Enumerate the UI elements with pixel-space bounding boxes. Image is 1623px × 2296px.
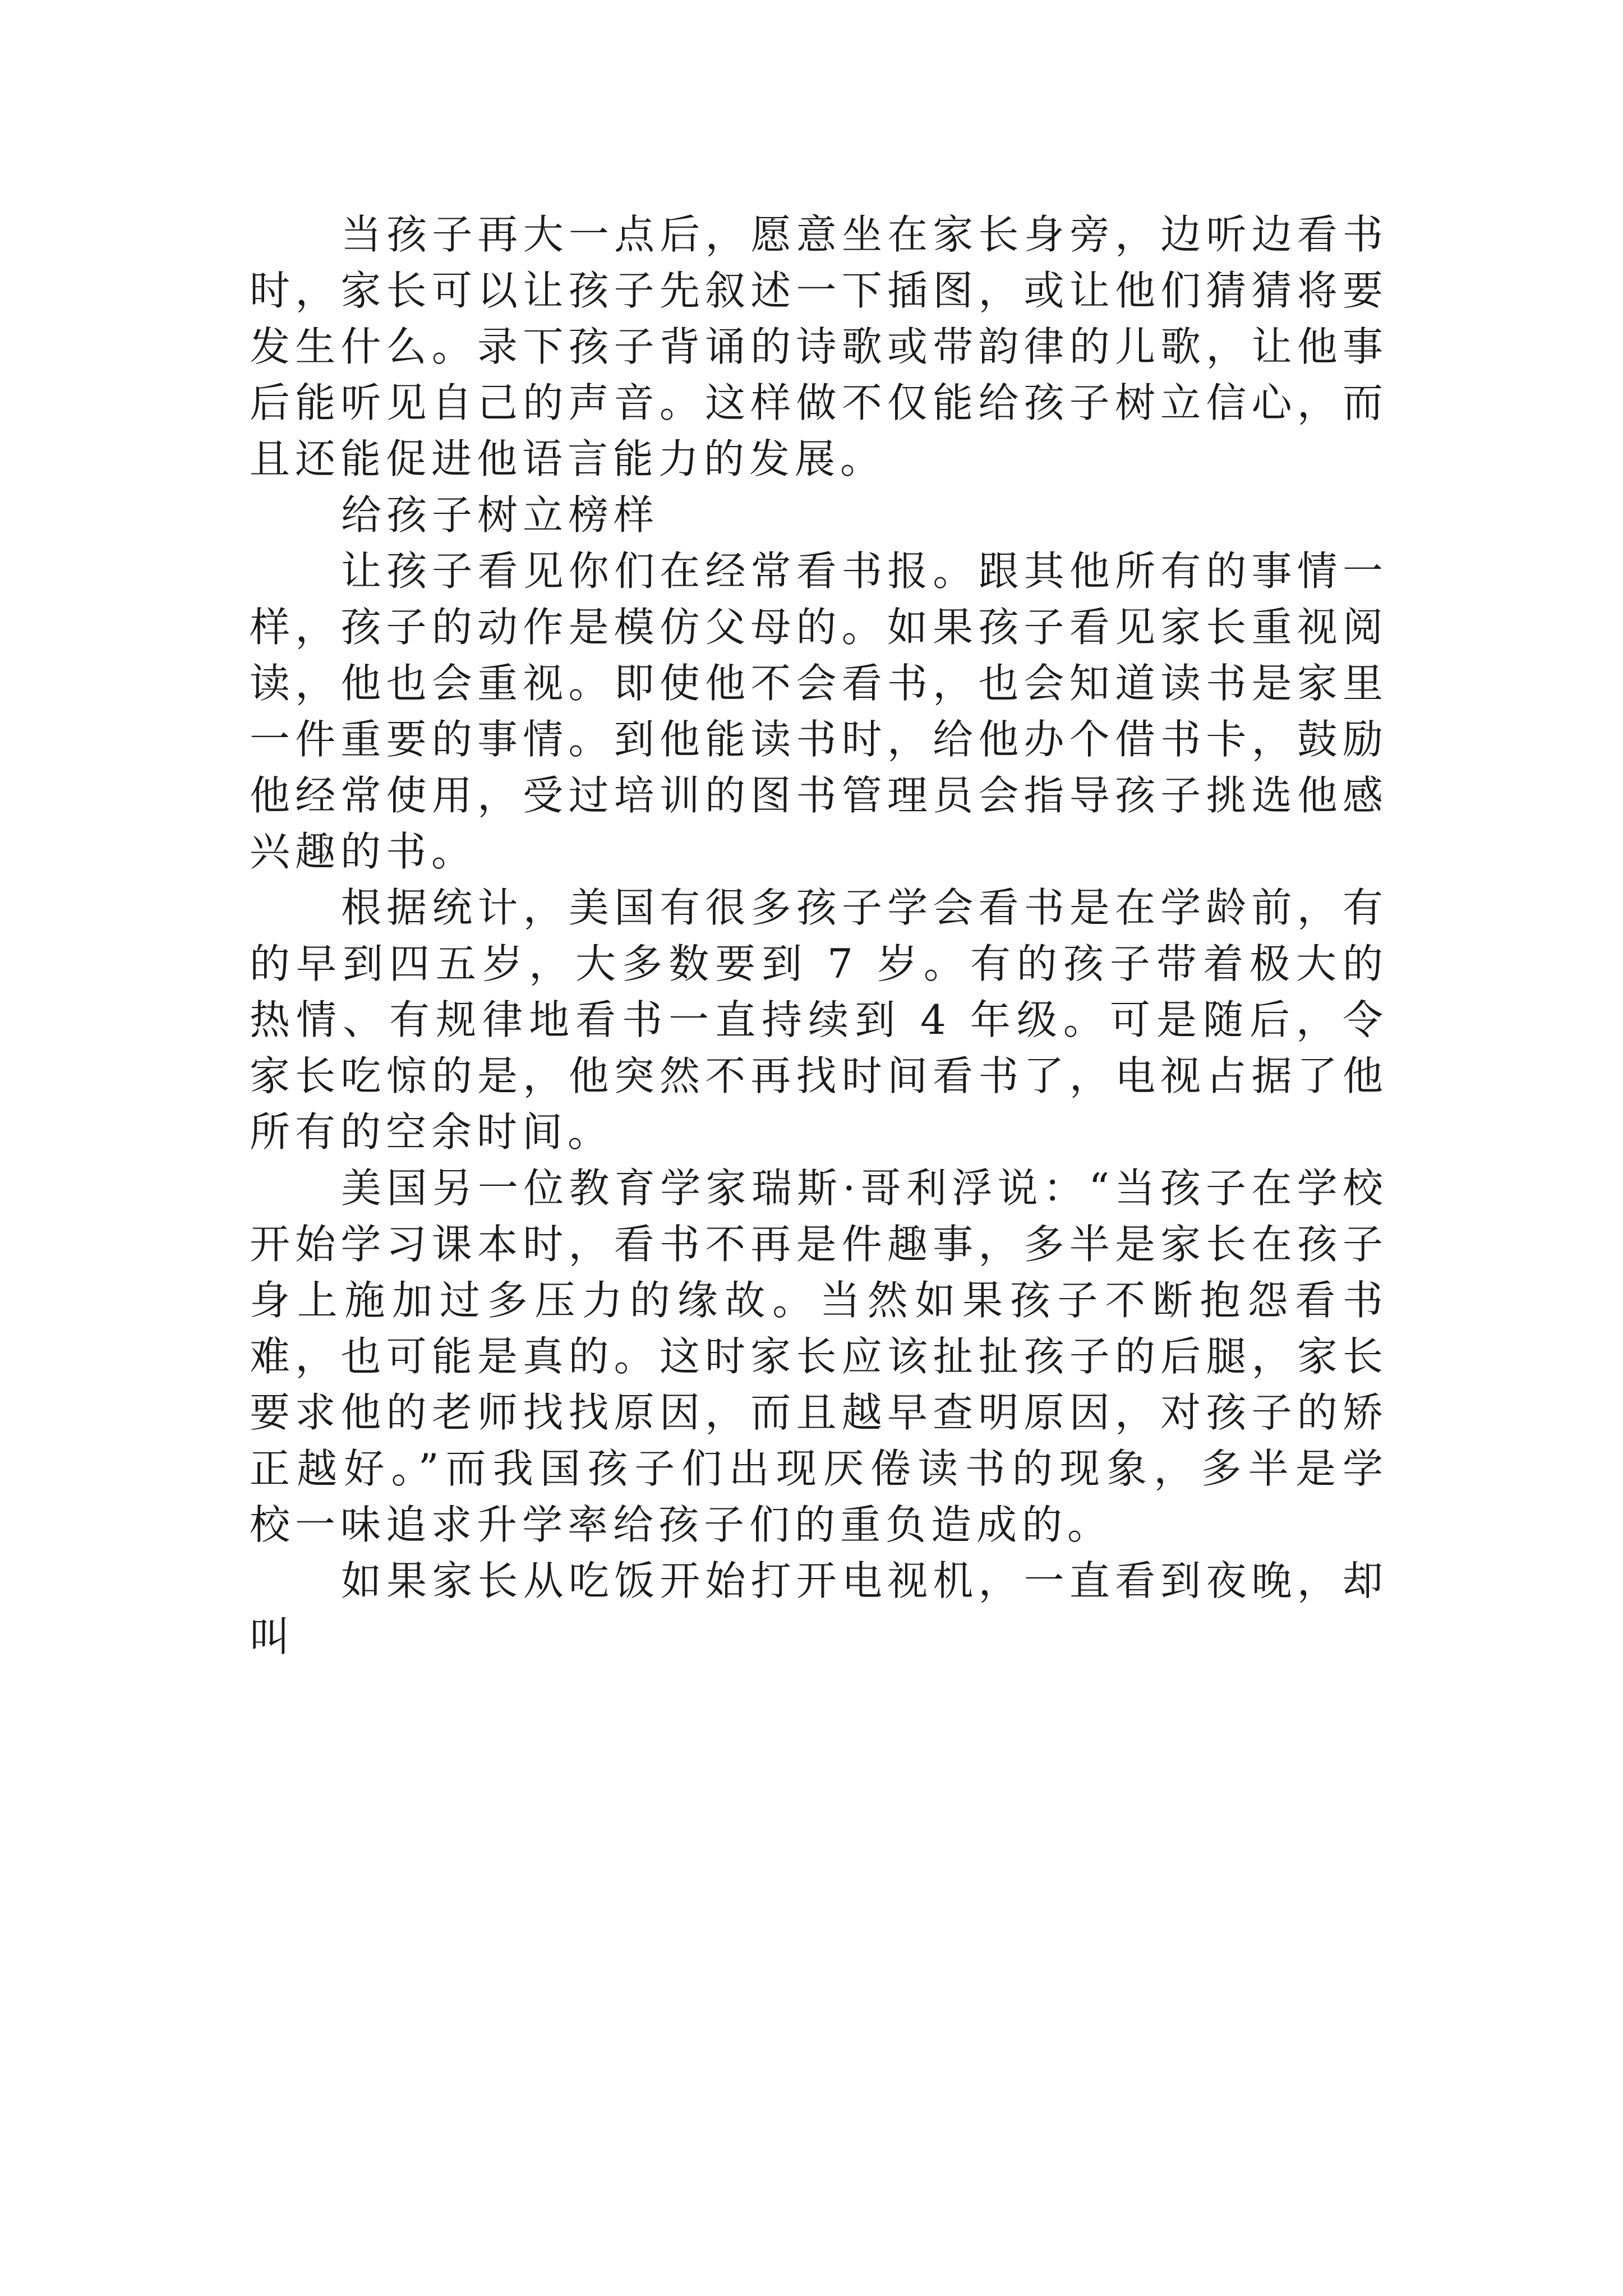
paragraph-reading-with-parents: 当孩子再大一点后，愿意坐在家长身旁，边听边看书时，家长可以让孩子先叙述一下插图，或让他们猜猜将要发生什么。录下孩子背诵的诗歌或带韵律的儿歌，让他事后能听见自己的声音。这样做不仅能给孩子树立信心，而且还能促进他语言能力的发展。 xyxy=(250,211,1388,482)
paragraph-television: 如果家长从吃饭开始打开电视机，一直看到夜晚，却叫 xyxy=(250,1557,1388,1660)
paragraph-educator-quote: 美国另一位教育学家瑞斯·哥利浮说：“当孩子在学校开始学习课本时，看书不再是件趣事，多半是家长在孩子身上施加过多压力的缘故。当然如果孩子不断抱怨看书难，也可能是真的。这时家长应该扯扯孩子的后腿，家长要求他的老师找找原因，而且越早查明原因，对孩子的矫正越好。”而我国孩子们出现厌倦读书的现象，多半是学校一味追求升学率给孩子们的重负造成的。 xyxy=(250,1165,1388,1548)
section-heading-role-model: 给孩子树立榜样 xyxy=(341,491,660,539)
paragraph-parents-reading: 让孩子看见你们在经常看书报。跟其他所有的事情一样，孩子的动作是模仿父母的。如果孩子看见家长重视阅读，他也会重视。即使他不会看书，也会知道读书是家里一件重要的事情。到他能读书时，给他办个借书卡，鼓励他经常使用，受过培训的图书管理员会指导孩子挑选他感兴趣的书。 xyxy=(250,547,1388,875)
document-body xyxy=(250,206,1388,1665)
paragraph-statistics: 根据统计，美国有很多孩子学会看书是在学龄前，有的早到四五岁，大多数要到 7 岁。有的孩子带着极大的热情、有规律地看书一直持续到 4 年级。可是随后，令家长吃惊的是，他突然不再找时间看书了，电视占据了他所有的空余时间。 xyxy=(250,884,1388,1156)
